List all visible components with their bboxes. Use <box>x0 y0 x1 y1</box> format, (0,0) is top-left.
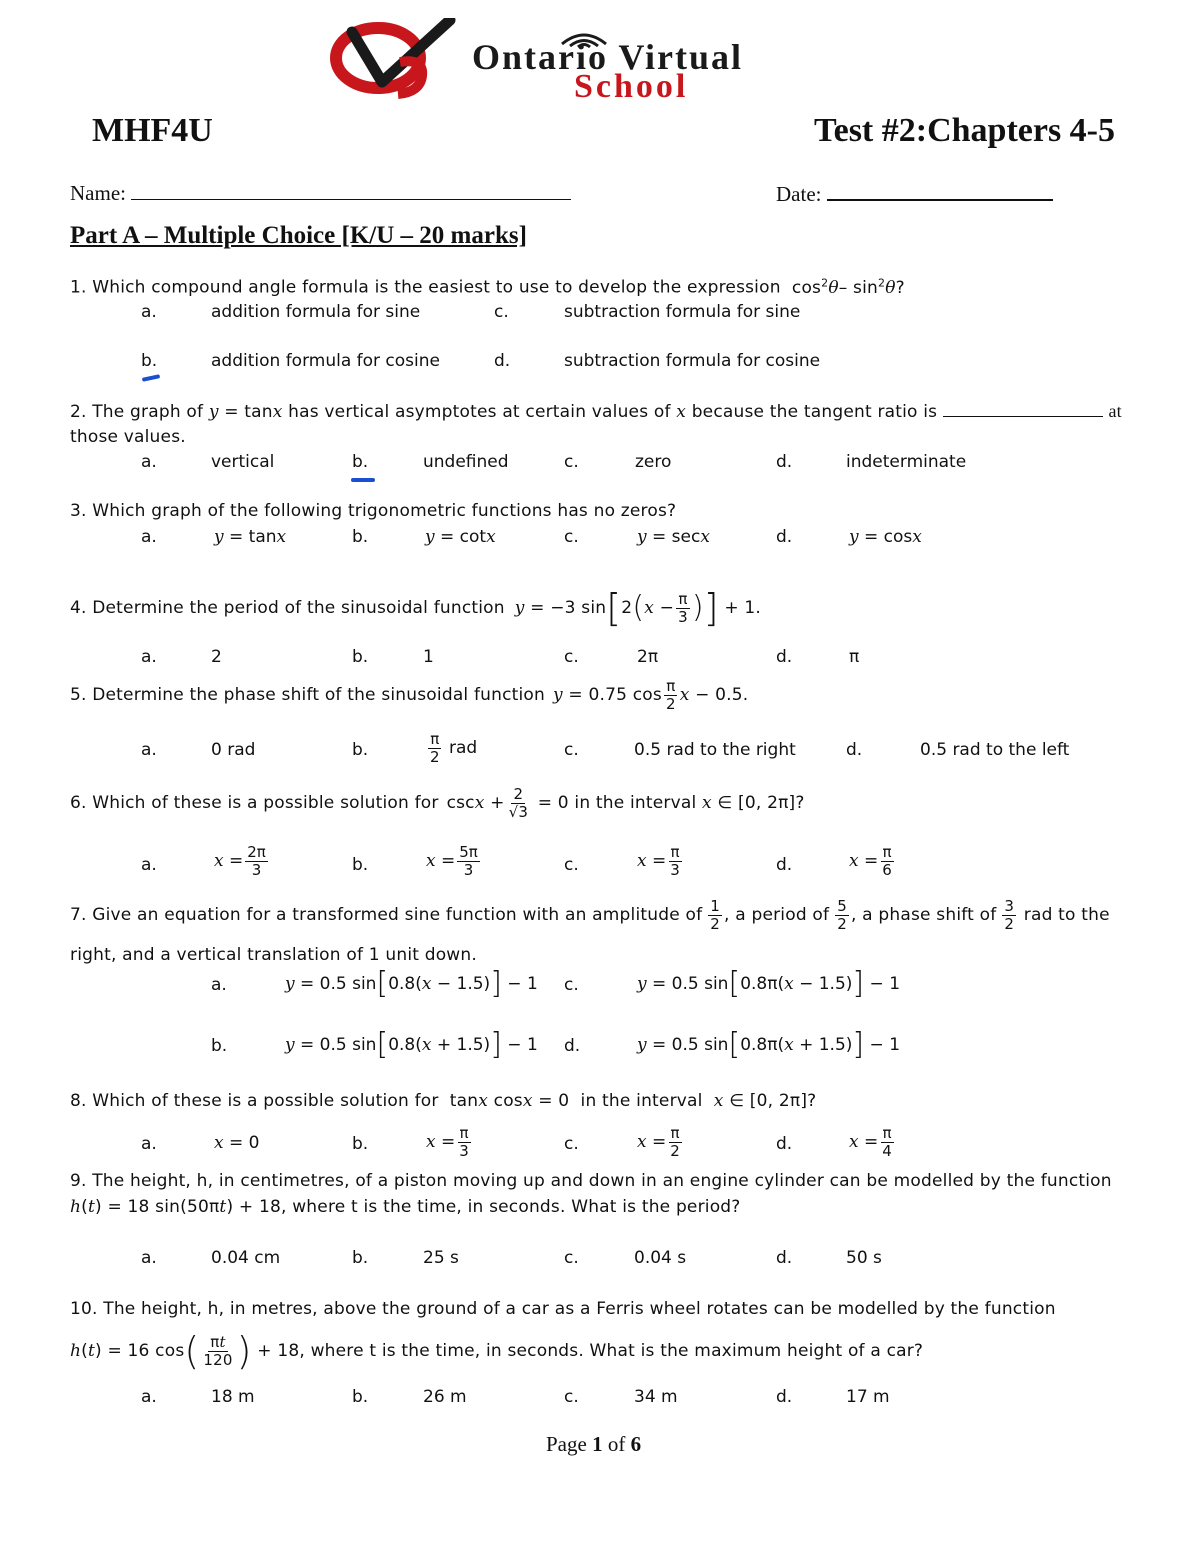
q4-stem <box>70 578 761 638</box>
q1-option-d[interactable]: subtraction formula for cosine <box>564 351 821 371</box>
q9-option-b[interactable]: 25 s <box>423 1248 459 1268</box>
q7-period: $\frac{5}{2}$ <box>837 896 847 933</box>
course-code: MHF4U <box>92 112 213 149</box>
q10-stem: 10. The height, h, in metres, above the ground of a car as a Ferris wheel rotates can be modelled by the function <box>70 1299 1056 1319</box>
q3-option-d-label[interactable]: d. <box>776 527 793 547</box>
q7-amplitude: $\frac{1}{2}$ <box>710 896 721 933</box>
q9-option-c[interactable]: 0.04 s <box>634 1248 687 1268</box>
q8-option-a[interactable]: x = 0 <box>214 1133 260 1153</box>
q4-option-b[interactable]: 1 <box>423 647 434 667</box>
q9-stem-line2-post: , where t is the time, in seconds. What is the period? <box>281 1197 741 1217</box>
q9-option-b-label[interactable]: b. <box>352 1248 369 1268</box>
q2-stem-mid: has vertical asymptotes at certain values of <box>288 402 671 422</box>
q6-option-d[interactable]: x = $\frac{\pi}{6}$ <box>849 842 892 879</box>
q7-stem-period: , a period of <box>724 905 830 925</box>
date-label: Date: <box>776 182 822 206</box>
q3-option-a-label[interactable]: a. <box>141 527 157 547</box>
q1-option-a-label[interactable]: a. <box>141 302 157 322</box>
q2-option-d[interactable]: indeterminate <box>846 452 967 472</box>
q2-option-c-label[interactable]: c. <box>564 452 579 472</box>
q1-option-a[interactable]: addition formula for sine <box>211 302 421 322</box>
q5-option-b-unit: rad <box>448 738 478 758</box>
q4-option-d-label[interactable]: d. <box>776 647 793 667</box>
q9-option-a-label[interactable]: a. <box>141 1248 157 1268</box>
q2-option-d-label[interactable]: d. <box>776 452 793 472</box>
q10-option-b[interactable]: 26 m <box>423 1387 467 1407</box>
page-pre: Page <box>546 1432 587 1456</box>
q7-option-d-label[interactable]: d. <box>564 1036 581 1056</box>
q3-option-a[interactable]: y = tanx <box>214 527 287 547</box>
q7-option-c-label[interactable]: c. <box>564 975 579 995</box>
q2-blank[interactable] <box>943 402 1103 417</box>
q2-stem-post: because the tangent ratio is <box>691 402 938 422</box>
q2-answer-mark <box>351 478 375 482</box>
q4-function: y = −3 sin [ 2 ( x − $\frac{\pi}{3}$ ) ] + 1. <box>514 586 762 630</box>
q10-option-c[interactable]: 34 m <box>634 1387 678 1407</box>
q5-stem <box>70 675 748 715</box>
q9-function: h(t) = 18 sin(50πt) + 18 <box>70 1197 281 1217</box>
q8-option-d-label[interactable]: d. <box>776 1134 793 1154</box>
q8-option-b[interactable]: x = $\frac{\pi}{3}$ <box>426 1123 469 1160</box>
q7-phase: $\frac{3}{2}$ <box>1004 896 1015 933</box>
q8-option-b-label[interactable]: b. <box>352 1134 369 1154</box>
q1-answer-mark <box>142 374 160 382</box>
logo-line1: Ontario Virtual <box>472 37 743 77</box>
q7-option-b-label[interactable]: b. <box>211 1036 228 1056</box>
q7-option-d[interactable]: y = 0.5 sin [ 0.8π( x + 1.5) ] − 1 <box>637 1027 901 1062</box>
q7-option-a[interactable]: y = 0.5 sin [ 0.8( x − 1.5) ] − 1 <box>285 966 538 1001</box>
school-logo <box>330 18 850 105</box>
q8-stem-mid: in the interval <box>580 1091 703 1111</box>
q9-stem-line2 <box>70 1197 741 1217</box>
q6-option-b[interactable]: x = $\frac{5\pi}{3}$ <box>426 842 478 879</box>
page-number <box>546 1432 641 1457</box>
section-title: Part A – Multiple Choice [K/U – 20 marks] <box>70 222 527 249</box>
q4-option-b-label[interactable]: b. <box>352 647 369 667</box>
q4-option-c[interactable]: 2π <box>637 647 659 667</box>
q5-option-d-label[interactable]: d. <box>846 740 863 760</box>
q4-option-a[interactable]: 2 <box>211 647 222 667</box>
q2-option-b[interactable]: undefined <box>423 452 509 472</box>
ovs-logo-icon <box>330 18 460 100</box>
q9-option-c-label[interactable]: c. <box>564 1248 579 1268</box>
q1-stem <box>70 276 905 298</box>
q2-option-a-label[interactable]: a. <box>141 452 157 472</box>
q3-option-b-label[interactable]: b. <box>352 527 369 547</box>
q4-option-c-label[interactable]: c. <box>564 647 579 667</box>
name-field <box>70 181 571 206</box>
q5-option-a[interactable]: 0 rad <box>211 740 256 760</box>
q7-option-a-label[interactable]: a. <box>211 975 227 995</box>
q7-option-b[interactable]: y = 0.5 sin [ 0.8( x + 1.5) ] − 1 <box>285 1027 538 1062</box>
q2-stem <box>70 401 1122 422</box>
q10-function: h ( t ) = 16 cos ( $\frac{\pi t}{120}$ ) + 18 <box>70 1329 300 1373</box>
q10-stem-line2 <box>70 1322 923 1380</box>
q10-option-a[interactable]: 18 m <box>211 1387 255 1407</box>
name-blank[interactable] <box>131 181 571 200</box>
name-label: Name: <box>70 181 126 205</box>
q3-option-c[interactable]: y = secx <box>637 527 710 547</box>
logo-line2: School <box>574 68 689 105</box>
q6-option-d-label[interactable]: d. <box>776 855 793 875</box>
q2-option-b-label[interactable]: b. <box>352 452 369 472</box>
q6-option-a-label[interactable]: a. <box>141 855 157 875</box>
q9-option-d[interactable]: 50 s <box>846 1248 882 1268</box>
q5-option-a-label[interactable]: a. <box>141 740 157 760</box>
q7-option-c[interactable]: y = 0.5 sin [ 0.8π( x − 1.5) ] − 1 <box>637 966 901 1001</box>
q10-option-a-label[interactable]: a. <box>141 1387 157 1407</box>
q6-equation: csc x + $\frac{2}{√3}$ = 0 <box>446 784 569 821</box>
q2-stem-end: at <box>1108 401 1122 421</box>
q6-option-a[interactable]: x = $\frac{2\pi}{3}$ <box>214 842 266 879</box>
q5-stem-text: 5. Determine the phase shift of the sinusoidal function <box>70 685 546 705</box>
q7-stem-phase: , a phase shift of <box>850 905 997 925</box>
q4-stem-text: 4. Determine the period of the sinusoidal function <box>70 598 505 618</box>
page-total: 6 <box>630 1432 642 1456</box>
q3-option-d[interactable]: y = cosx <box>849 527 922 547</box>
q10-stem-line2-post: , where t is the time, in seconds. What is the maximum height of a car? <box>299 1341 924 1361</box>
q1-option-c[interactable]: subtraction formula for sine <box>564 302 801 322</box>
q4-option-a-label[interactable]: a. <box>141 647 157 667</box>
q2-var-x: x <box>676 402 687 422</box>
q6-stem-mid: in the interval <box>574 793 697 813</box>
q8-stem <box>70 1091 816 1111</box>
q1-stem-text: 1. Which compound angle formula is the easiest to use to develop the expression <box>70 277 781 298</box>
q2-option-c[interactable]: zero <box>635 452 672 472</box>
page-current: 1 <box>592 1432 603 1456</box>
page-of: of <box>607 1432 626 1456</box>
q5-function: y = 0.75 cos $\frac{\pi}{2}$ x − 0.5. <box>553 676 749 713</box>
q3-stem: 3. Which graph of the following trigonometric functions has no zeros? <box>70 501 677 521</box>
q8-option-c[interactable]: x = $\frac{\pi}{2}$ <box>637 1123 680 1160</box>
test-title: Test #2:Chapters 4-5 <box>814 112 1115 149</box>
q2-stem-line2: those values. <box>70 427 186 447</box>
q5-option-b[interactable]: $\frac{\pi}{2}$ rad <box>430 729 478 766</box>
q6-option-c-label[interactable]: c. <box>564 855 579 875</box>
q1-option-b[interactable]: addition formula for cosine <box>211 351 440 371</box>
q2-expression: y = tanx <box>208 402 283 422</box>
q6-stem-pre: 6. Which of these is a possible solution for <box>70 793 439 813</box>
q9-option-a[interactable]: 0.04 cm <box>211 1248 281 1268</box>
q5-option-c[interactable]: 0.5 rad to the right <box>634 740 796 760</box>
q8-option-c-label[interactable]: c. <box>564 1134 579 1154</box>
q7-stem-line2: right, and a vertical translation of 1 unit down. <box>70 945 477 965</box>
q6-option-b-label[interactable]: b. <box>352 855 369 875</box>
q10-option-c-label[interactable]: c. <box>564 1387 579 1407</box>
q5-option-d[interactable]: 0.5 rad to the left <box>920 740 1070 760</box>
q10-option-d-label[interactable]: d. <box>776 1387 793 1407</box>
q8-stem-pre: 8. Which of these is a possible solution for <box>70 1091 439 1111</box>
q3-option-c-label[interactable]: c. <box>564 527 579 547</box>
q7-stem-post: rad to the <box>1023 905 1110 925</box>
q8-equation: tanx cosx = 0 <box>444 1091 575 1111</box>
q3-option-b[interactable]: y = cotx <box>425 527 496 547</box>
q1-option-d-label[interactable]: d. <box>494 351 511 371</box>
q5-option-c-label[interactable]: c. <box>564 740 579 760</box>
q6-interval: x ∈ [0, 2π]? <box>702 793 805 813</box>
date-field <box>776 181 1053 207</box>
date-blank[interactable] <box>827 181 1053 201</box>
q1-option-c-label[interactable]: c. <box>494 302 509 322</box>
q8-option-a-label[interactable]: a. <box>141 1134 157 1154</box>
q2-stem-pre: 2. The graph of <box>70 402 204 422</box>
q9-stem: 9. The height, h, in centimetres, of a piston moving up and down in an engine cylinder can be modelled by the function <box>70 1171 1112 1191</box>
q5-option-b-label[interactable]: b. <box>352 740 369 760</box>
q1-expression: $\cos^2\theta-$ $\sin^2\theta$? <box>786 276 905 298</box>
q8-interval: x ∈ [0, 2π]? <box>713 1091 817 1111</box>
q10-option-b-label[interactable]: b. <box>352 1387 369 1407</box>
q9-option-d-label[interactable]: d. <box>776 1248 793 1268</box>
q2-option-a[interactable]: vertical <box>211 452 275 472</box>
q8-option-d[interactable]: x = $\frac{\pi}{4}$ <box>849 1123 892 1160</box>
q6-option-c[interactable]: x = $\frac{\pi}{3}$ <box>637 842 680 879</box>
q6-stem <box>70 776 805 830</box>
q4-option-d[interactable]: π <box>849 647 860 667</box>
q7-stem <box>70 892 1110 938</box>
q7-stem-pre: 7. Give an equation for a transformed sine function with an amplitude of <box>70 905 703 925</box>
q1-option-b-label[interactable]: b. <box>141 351 158 371</box>
q10-option-d[interactable]: 17 m <box>846 1387 890 1407</box>
